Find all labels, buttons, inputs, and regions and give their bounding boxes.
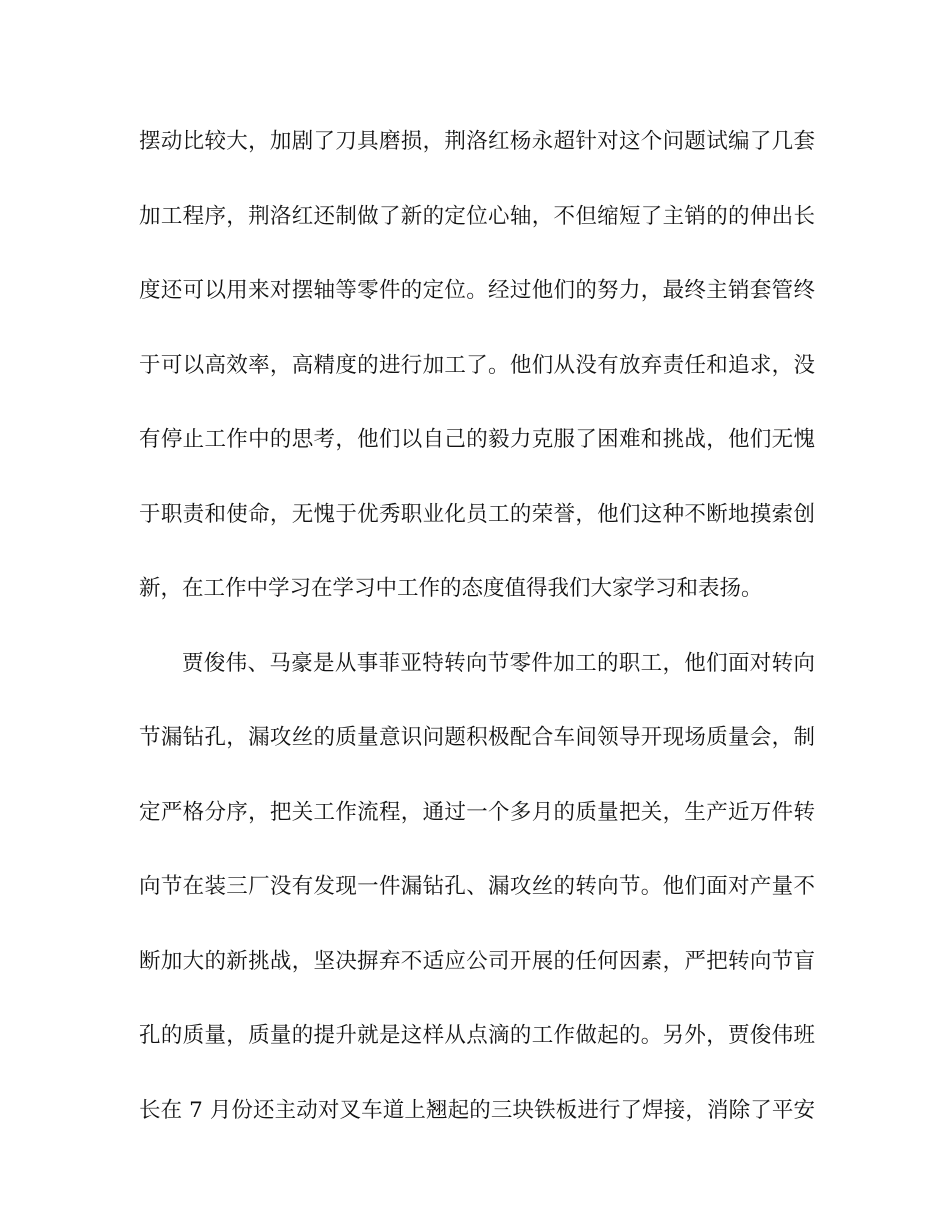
text-line-13: 孔的质量，质量的提升就是这样从点滴的工作做起的。另外，贾俊伟班 [139, 1023, 815, 1048]
text-line-14: 长在 7 月份还主动对叉车道上翘起的三块铁板进行了焊接，消除了平安 [139, 1098, 815, 1123]
text-line-5: 有停止工作中的思考，他们以自己的毅力克服了困难和挑战，他们无愧 [139, 427, 815, 452]
text-line-4: 于可以高效率，高精度的进行加工了。他们从没有放弃责任和追求，没 [139, 353, 815, 378]
text-line-9: 节漏钻孔，漏攻丝的质量意识问题积极配合车间领导开现场质量会，制 [139, 725, 815, 750]
text-line-11: 向节在装三厂没有发现一件漏钻孔、漏攻丝的转向节。他们面对产量不 [139, 874, 815, 899]
text-line-12: 断加大的新挑战，坚决摒弃不适应公司开展的任何因素，严把转向节盲 [139, 949, 815, 974]
text-line-2: 加工程序，荆洛红还制做了新的定位心轴，不但缩短了主销的的伸出长 [139, 204, 815, 229]
text-line-7: 新，在工作中学习在学习中工作的态度值得我们大家学习和表扬。 [139, 576, 763, 601]
text-line-8: 贾俊伟、马豪是从事菲亚特转向节零件加工的职工，他们面对转向 [182, 651, 815, 676]
text-line-10: 定严格分序，把关工作流程，通过一个多月的质量把关，生产近万件转 [139, 800, 815, 825]
text-line-6: 于职责和使命，无愧于优秀职业化员工的荣誉，他们这种不断地摸索创 [139, 502, 815, 527]
text-line-1: 摆动比较大，加剧了刀具磨损，荆洛红杨永超针对这个问题试编了几套 [139, 129, 815, 154]
text-line-3: 度还可以用来对摆轴等零件的定位。经过他们的努力，最终主销套管终 [139, 278, 815, 303]
